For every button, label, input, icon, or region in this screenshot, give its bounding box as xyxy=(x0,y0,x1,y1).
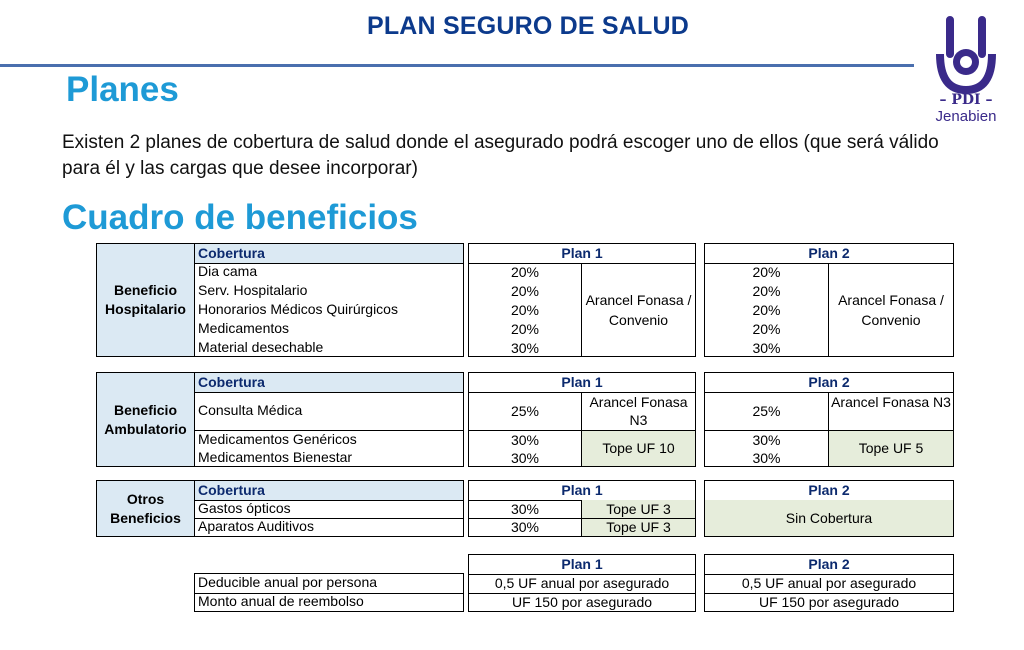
coverage-header: Cobertura xyxy=(195,244,463,264)
resumen-plan2-table xyxy=(704,554,954,612)
ambulatorio-plan1-table xyxy=(468,372,696,467)
coverage-item: Aparatos Auditivos xyxy=(198,518,314,534)
otros-plan2-table xyxy=(704,480,954,537)
header-divider xyxy=(0,64,914,67)
coverage-item: Consulta Médica xyxy=(198,402,303,418)
ambulatorio-coverage-table xyxy=(194,372,464,467)
coverage-item: Medicamentos Genéricos xyxy=(198,431,357,447)
plan1-pct: 25% xyxy=(510,403,540,419)
coverage-item: Medicamentos xyxy=(198,320,290,336)
resumen-plan1-value: UF 150 por asegurado xyxy=(511,594,653,610)
plan2-sin-cobertura: Sin Cobertura xyxy=(785,510,873,526)
plan2-header: Plan 2 xyxy=(705,481,953,501)
plan2-note: Arancel Fonasa N3 xyxy=(831,394,951,410)
plan1-header: Plan 1 xyxy=(469,481,695,501)
plan1-pct: 30% xyxy=(510,519,540,535)
plan1-pct: 20% xyxy=(510,264,540,280)
logo-pdi-text: – PDI – xyxy=(939,92,993,108)
plan2-pct: 20% xyxy=(752,321,781,337)
plan1-pct: 30% xyxy=(510,340,540,356)
plan1-tope: Tope UF 3 xyxy=(606,501,671,517)
plan1-pct: 20% xyxy=(510,283,540,299)
logo-name-text: Jenabien xyxy=(935,108,997,125)
hospitalario-plan2-table xyxy=(704,243,954,357)
plan2-header: Plan 2 xyxy=(705,244,953,264)
plan1-header: Plan 1 xyxy=(469,373,695,393)
resumen-plan1-value: 0,5 UF anual por asegurado xyxy=(494,575,670,591)
plan2-pct: 30% xyxy=(752,450,781,466)
coverage-header: Cobertura xyxy=(195,373,463,393)
label-hospitalario: Beneficio Hospitalario xyxy=(96,243,195,357)
section-heading-cuadro: Cuadro de beneficios xyxy=(62,198,418,237)
plan1-pct: 20% xyxy=(510,302,540,318)
plan2-tope: Tope UF 5 xyxy=(858,440,924,456)
plan1-note: Arancel Fonasa N3 xyxy=(589,394,688,428)
section-heading-planes: Planes xyxy=(66,70,179,109)
plan1-pct: 30% xyxy=(510,450,540,466)
resumen-item: Deducible anual por persona xyxy=(198,574,378,590)
coverage-header: Cobertura xyxy=(195,481,463,501)
coverage-item: Honorarios Médicos Quirúrgicos xyxy=(198,301,398,317)
plan2-pct: 20% xyxy=(752,302,781,318)
plan2-note: Arancel Fonasa / Convenio xyxy=(838,292,944,328)
plan1-header: Plan 1 xyxy=(469,555,695,575)
plan1-note: Arancel Fonasa / Convenio xyxy=(585,292,692,328)
plan1-header: Plan 1 xyxy=(469,244,695,264)
resumen-plan1-table xyxy=(468,554,696,612)
coverage-item: Serv. Hospitalario xyxy=(198,282,308,298)
intro-paragraph: Existen 2 planes de cobertura de salud donde el asegurado podrá escoger uno de ellos (que será válido para él y las cargas que desee incorporar) xyxy=(62,132,939,179)
plan1-tope: Tope UF 10 xyxy=(602,440,675,456)
plan1-pct: 30% xyxy=(510,432,540,448)
label-otros: Otros Beneficios xyxy=(96,480,195,537)
resumen-plan2-value: UF 150 por asegurado xyxy=(758,594,900,610)
coverage-item: Medicamentos Bienestar xyxy=(198,449,353,465)
coverage-item: Gastos ópticos xyxy=(198,500,291,516)
resumen-item: Monto anual de reembolso xyxy=(198,593,364,609)
resumen-label-table xyxy=(194,573,464,612)
ambulatorio-plan2-table xyxy=(704,372,954,467)
page-title: PLAN SEGURO DE SALUD xyxy=(366,12,690,40)
plan2-pct: 20% xyxy=(752,264,781,280)
hospitalario-plan1-table xyxy=(468,243,696,357)
plan1-tope: Tope UF 3 xyxy=(606,519,671,535)
otros-plan1-table xyxy=(468,480,696,537)
resumen-plan2-value: 0,5 UF anual por asegurado xyxy=(741,575,917,591)
plan2-header: Plan 2 xyxy=(705,373,953,393)
label-ambulatorio: Beneficio Ambulatorio xyxy=(96,372,195,467)
plan1-pct: 30% xyxy=(510,501,540,517)
coverage-item: Dia cama xyxy=(198,263,258,279)
plan1-pct: 20% xyxy=(510,321,540,337)
plan2-pct: 30% xyxy=(752,432,781,448)
plan2-pct: 20% xyxy=(752,283,781,299)
plan2-header: Plan 2 xyxy=(705,555,953,575)
plan2-pct: 30% xyxy=(752,340,781,356)
coverage-item: Material desechable xyxy=(198,339,324,355)
otros-coverage-table xyxy=(194,480,464,537)
hospitalario-coverage-table xyxy=(194,243,464,357)
plan2-pct: 25% xyxy=(752,403,781,419)
